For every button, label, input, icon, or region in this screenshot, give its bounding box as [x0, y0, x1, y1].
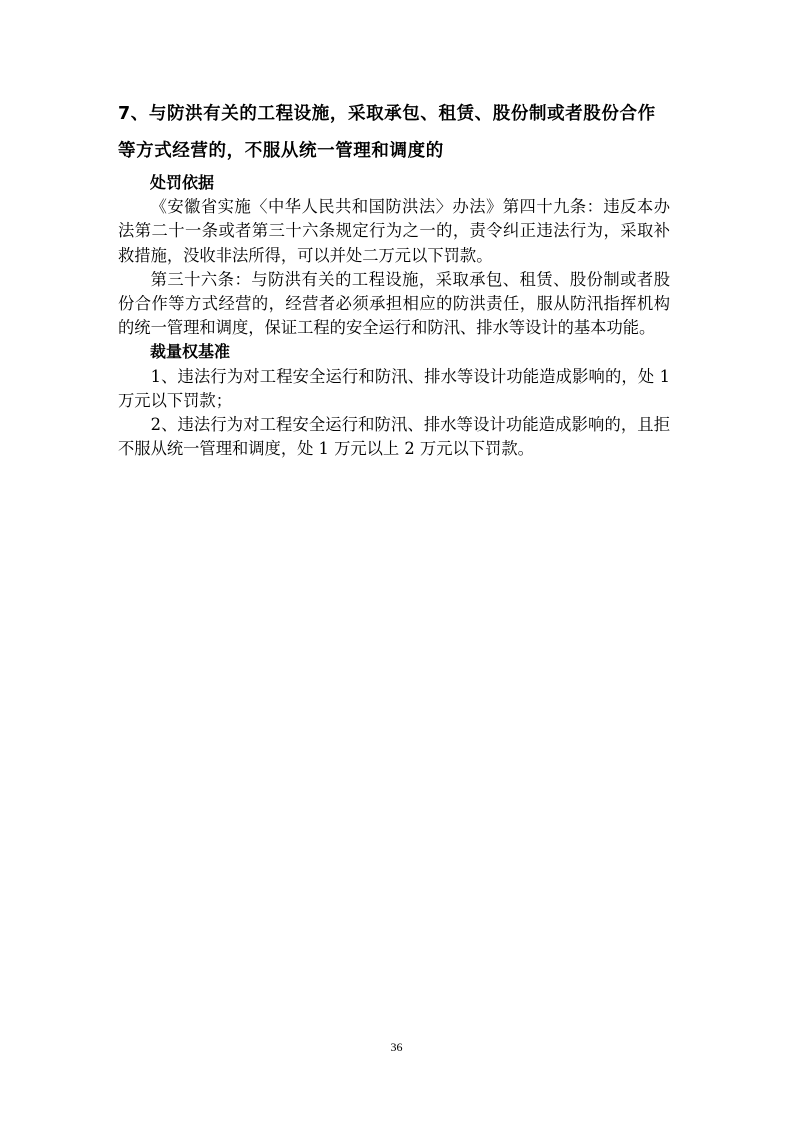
section-body	[118, 171, 670, 461]
penalty-basis-paragraph-1: 《安徽省实施〈中华人民共和国防洪法〉办法》第四十九条：违反本办法第二十一条或者第三十六条规定行为之一的，责令纠正违法行为，采取补救措施，没收非法所得，可以并处二万元以下罚款。	[118, 197, 670, 265]
discretion-item-2: 2、违法行为对工程安全运行和防汛、排水等设计功能造成影响的，且拒不服从统一管理和调度，处 1 万元以上 2 万元以下罚款。	[118, 415, 670, 459]
section-title-line-1: 7、与防洪有关的工程设施，采取承包、租赁、股份制或者股份合作	[118, 104, 656, 124]
discretion-item-1: 1、违法行为对工程安全运行和防汛、排水等设计功能造成影响的，处 1 万元以下罚款；	[118, 366, 670, 410]
discretion-standard-heading: 裁量权基准	[150, 342, 231, 362]
penalty-basis-paragraph-2: 第三十六条：与防洪有关的工程设施，采取承包、租赁、股份制或者股份合作等方式经营的，经营者必须承担相应的防洪责任，服从防汛指挥机构的统一管理和调度，保证工程的安全运行和防汛、排水等设计的基本功能。	[118, 269, 670, 338]
section-title	[118, 96, 670, 170]
page-number: 36	[390, 1040, 403, 1054]
penalty-basis-heading: 处罚依据	[150, 173, 215, 192]
section-title-line-2: 等方式经营的，不服从统一管理和调度的	[118, 141, 444, 161]
